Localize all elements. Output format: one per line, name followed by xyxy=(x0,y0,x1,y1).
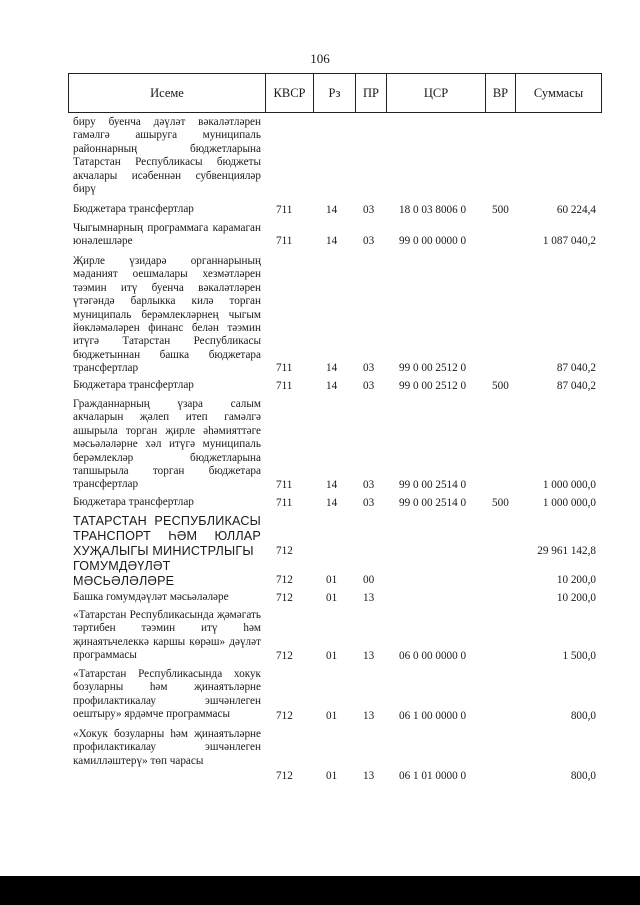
page-number: 106 xyxy=(310,51,330,66)
row-rz: 14 xyxy=(326,361,338,374)
row-csr: 06 0 00 0000 0 xyxy=(399,649,467,662)
row-vr: 500 xyxy=(492,496,509,509)
row-csr: 18 0 03 8006 0 xyxy=(399,203,467,216)
header-name: Исеме xyxy=(150,85,184,100)
row-sum: 1 000 000,0 xyxy=(542,496,596,509)
row-rz: 01 xyxy=(326,769,338,782)
row-pr: 03 xyxy=(363,361,375,374)
row-pr: 03 xyxy=(363,234,375,247)
header-pr: ПР xyxy=(355,74,386,112)
table-row xyxy=(0,116,640,197)
row-sum: 800,0 xyxy=(570,709,596,722)
table-row xyxy=(0,668,640,723)
table-row xyxy=(0,379,640,393)
header-sum: Суммасы xyxy=(515,74,601,112)
table-row xyxy=(0,496,640,510)
row-sum: 800,0 xyxy=(570,769,596,782)
table-row xyxy=(0,222,640,248)
header-csr: ЦСР xyxy=(386,74,485,112)
row-name-prefix: биру xyxy=(73,116,96,128)
row-name: ГОМУМДӘҮЛӘТ МӘСЬӘЛӘЛӘРЕ xyxy=(73,559,175,588)
row-pr: 03 xyxy=(363,496,375,509)
table-header xyxy=(68,73,602,113)
row-rz: 01 xyxy=(326,591,338,604)
table-row xyxy=(0,728,640,783)
row-kvsr: 711 xyxy=(276,478,293,491)
table-row xyxy=(0,203,640,217)
row-name: ТАТАРСТАН РЕСПУБЛИКАСЫ ТРАНСПОРТ ҺӘМ ЮЛЛАР ХУҖАЛЫГЫ МИНИСТРЛЫГЫ xyxy=(73,514,261,558)
row-name: биру буенча дәүләт вәкаләтләрен гамәлгә ашыруга муниципаль районнарның бюджетларына Татарстан Республикасы бюджеты акчалары исәбеннән субвенцияләр бирү xyxy=(73,116,261,196)
row-pr: 03 xyxy=(363,379,375,392)
row-csr: 06 1 01 0000 0 xyxy=(399,769,467,782)
row-pr: 13 xyxy=(363,591,375,604)
row-rz: 01 xyxy=(326,573,338,586)
row-vr: 500 xyxy=(492,203,509,216)
table-row xyxy=(0,609,640,663)
row-kvsr: 711 xyxy=(276,379,293,392)
row-kvsr: 711 xyxy=(276,203,293,216)
row-name: Башка гомумдәүләт мәсьәләләре xyxy=(73,591,229,603)
row-kvsr: 712 xyxy=(276,709,293,722)
row-csr: 99 0 00 2514 0 xyxy=(399,496,467,509)
row-name: Бюджетара трансфертлар xyxy=(73,379,194,391)
row-name: «Татарстан Республикасында хокук бозуларны һәм җинаятьләрне профилактикалау эшчәнлеген оештыру» ярдәмче программасы xyxy=(73,668,261,721)
row-pr: 00 xyxy=(363,573,375,586)
header-rz: Рз xyxy=(313,74,355,112)
scan-border xyxy=(0,876,640,905)
row-sum: 10 200,0 xyxy=(556,573,596,586)
row-sum: 1 500,0 xyxy=(562,649,596,662)
header-kvsr: КВСР xyxy=(265,74,313,112)
row-sum: 29 961 142,8 xyxy=(537,544,596,557)
row-rz: 01 xyxy=(326,649,338,662)
row-rz: 14 xyxy=(326,234,338,247)
row-rz: 14 xyxy=(326,379,338,392)
table-row xyxy=(0,398,640,492)
row-pr: 03 xyxy=(363,203,375,216)
row-pr: 13 xyxy=(363,709,375,722)
row-vr: 500 xyxy=(492,379,509,392)
row-csr: 99 0 00 2512 0 xyxy=(399,379,467,392)
row-rz: 14 xyxy=(326,203,338,216)
row-name: «Хокук бозуларны һәм җинаятьләрне профилактикалау эшчәнлеген камилләштерү» төп чарасы xyxy=(73,728,261,767)
row-rz: 14 xyxy=(326,478,338,491)
row-sum: 1 000 000,0 xyxy=(542,478,596,491)
row-name: «Татарстан Республикасында җәмәгать тәртибен тәэмин итү һәм җинаятьчелеккә каршы көрәш» дәүләт программасы xyxy=(73,609,261,662)
row-name: Гражданнарның үзара салым акчаларын җәлеп итеп гамәлгә ашырыла торган җирле әһәмияттәге мәсьәләләрне хәл итүгә муниципаль берәмлекләр бюджетларына тапшырыла торган бюджетара трансфертлар xyxy=(73,398,261,491)
row-csr: 99 0 00 2514 0 xyxy=(399,478,467,491)
row-csr: 06 1 00 0000 0 xyxy=(399,709,467,722)
table-row xyxy=(0,559,640,587)
row-csr: 99 0 00 0000 0 xyxy=(399,234,467,247)
row-sum: 87 040,2 xyxy=(556,379,596,392)
row-kvsr: 712 xyxy=(276,591,293,604)
row-kvsr: 711 xyxy=(276,234,293,247)
table-row xyxy=(0,514,640,558)
row-name: Чыгымнарның программага карамаган юнәлешләре xyxy=(73,222,261,248)
row-name: Җирле үзидарә органнарының мәданият оешмалары хезмәтләрен тәэмин итү буенча вәкаләтләрен үтәгәндә барлыкка килә торган муниципаль берәмлекләрнең чыгым йөкләмәләрен финанс белән тәэмин итүгә Татарстан Республикасы бюджетыннан башка бюджетара трансфертлар xyxy=(73,255,261,375)
table-row xyxy=(0,591,640,605)
row-sum: 1 087 040,2 xyxy=(542,234,596,247)
row-sum: 87 040,2 xyxy=(556,361,596,374)
row-sum: 10 200,0 xyxy=(556,591,596,604)
row-name: Бюджетара трансфертлар xyxy=(73,203,194,215)
row-kvsr: 712 xyxy=(276,649,293,662)
row-rz: 01 xyxy=(326,709,338,722)
header-vr: ВР xyxy=(485,74,515,112)
row-kvsr: 712 xyxy=(276,573,293,586)
row-csr: 99 0 00 2512 0 xyxy=(399,361,467,374)
row-pr: 13 xyxy=(363,649,375,662)
row-sum: 60 224,4 xyxy=(556,203,596,216)
row-kvsr: 712 xyxy=(276,544,293,557)
row-kvsr: 712 xyxy=(276,769,293,782)
row-pr: 03 xyxy=(363,478,375,491)
row-name: Бюджетара трансфертлар xyxy=(73,496,194,508)
row-kvsr: 711 xyxy=(276,361,293,374)
row-kvsr: 711 xyxy=(276,496,293,509)
row-rz: 14 xyxy=(326,496,338,509)
row-pr: 13 xyxy=(363,769,375,782)
table-row xyxy=(0,255,640,375)
